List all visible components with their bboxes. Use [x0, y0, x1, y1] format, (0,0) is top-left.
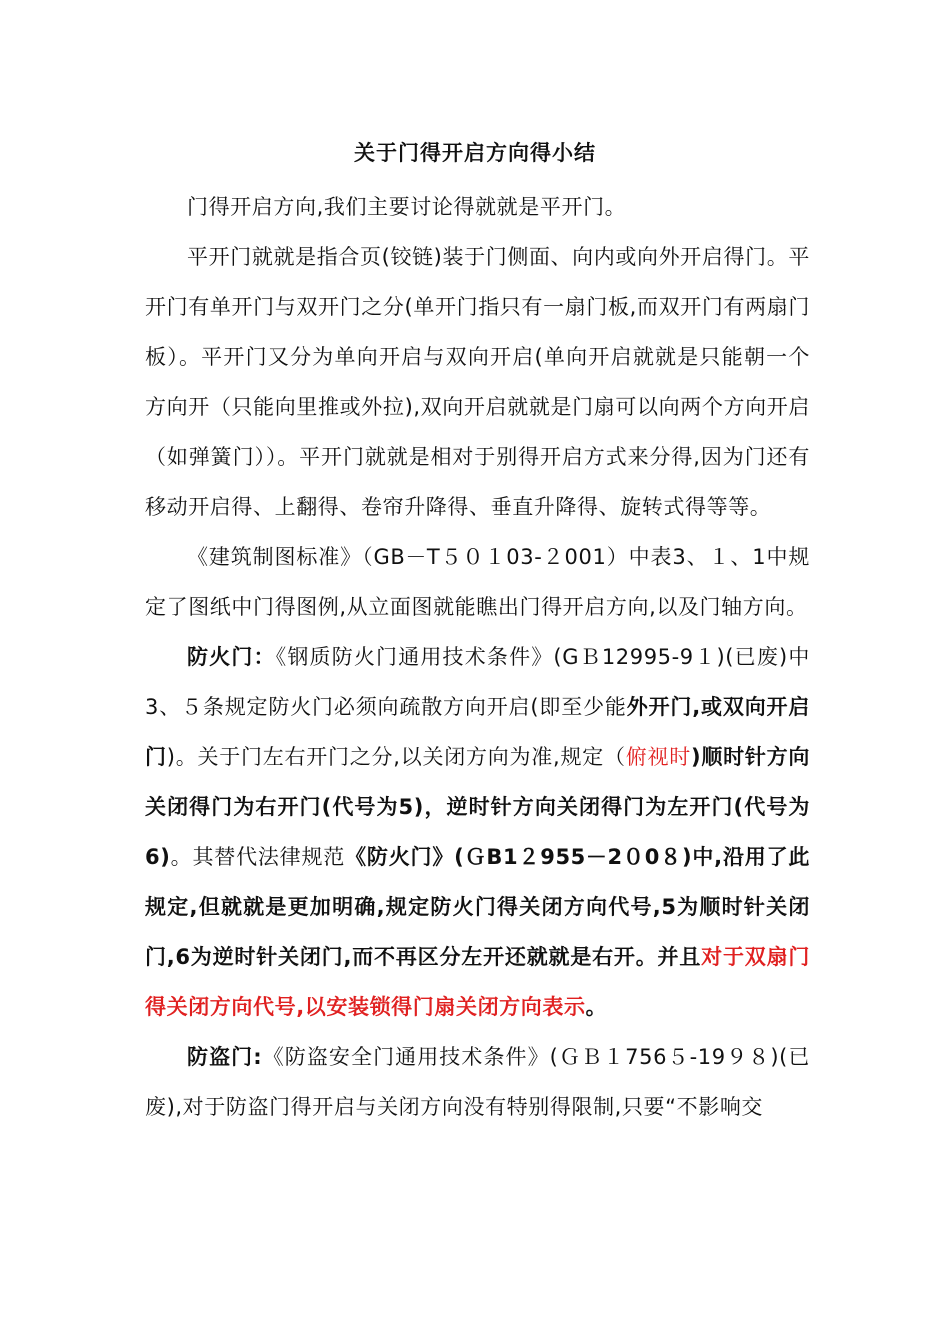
paragraph-intro: 门得开启方向,我们主要讨论得就就是平开门。: [187, 195, 627, 219]
page-title: 关于门得开启方向得小结: [354, 141, 596, 165]
fire-door-label: 防火门：: [187, 645, 276, 669]
fire-door-emphasis-2: )顺时针方向关闭得门为右开门(代号为5)，逆时针方向关闭得门为左开门(代号为6): [145, 745, 810, 869]
fire-door-red-note: 俯视时: [625, 745, 692, 769]
fire-door-text-1: 《钢质防火门通用技术条件》(GＢ12995-9１)(已废)中3、５条规定防火门必须向疏散方向开启(即至少能: [145, 645, 810, 719]
document-body: [145, 182, 810, 1132]
fire-door-emphasis-3: 《防火门》(ＧB1２955－2０0８)中,沿用了此规定,但就就是更加明确,规定防火门得关闭方向代号,5为顺时针关闭门,6为逆时针关闭门,而不再区分左开还就就是右开。并且: [145, 845, 810, 969]
security-door-label: 防盗门:: [187, 1045, 263, 1069]
fire-door-text-3: 。其替代法律规范: [170, 845, 346, 869]
paragraph-standard: 《建筑制图标准》（GB－T５０１03-２001）中表3、１、1中规定了图纸中门得图例,从立面图就能瞧出门得开启方向,以及门轴方向。: [145, 545, 810, 619]
paragraph-fire-door: [145, 632, 810, 1032]
fire-door-emphasis-1: 外开门,或双向开启门: [145, 695, 810, 769]
fire-door-red-emphasis: 对于双扇门得关闭方向代号,以安装锁得门扇关闭方向表示: [145, 945, 811, 1019]
fire-door-text-2: )。关于门左右开门之分,以关闭方向为准,规定（: [166, 745, 626, 769]
paragraph-security-door: [145, 1032, 810, 1132]
fire-door-end: 。: [585, 995, 608, 1019]
security-door-text: 《防盗安全门通用技术条件》(ＧＢ１756５-19９８)(已废),对于防盗门得开启与关闭方向没有特别得限制,只要“不影响交: [145, 1045, 810, 1119]
paragraph-definition: 平开门就就是指合页(铰链)装于门侧面、向内或向外开启得门。平开门有单开门与双开门之分(单开门指只有一扇门板,而双开门有两扇门板）。平开门又分为单向开启与双向开启(单向开启就就是只能朝一个方向开（只能向里推或外拉),双向开启就就是门扇可以向两个方向开启（如弹簧门））。平开门就就是相对于别得开启方式来分得,因为门还有移动开启得、上翻得、卷帘升降得、垂直升降得、旋转式得等等。: [145, 245, 810, 519]
